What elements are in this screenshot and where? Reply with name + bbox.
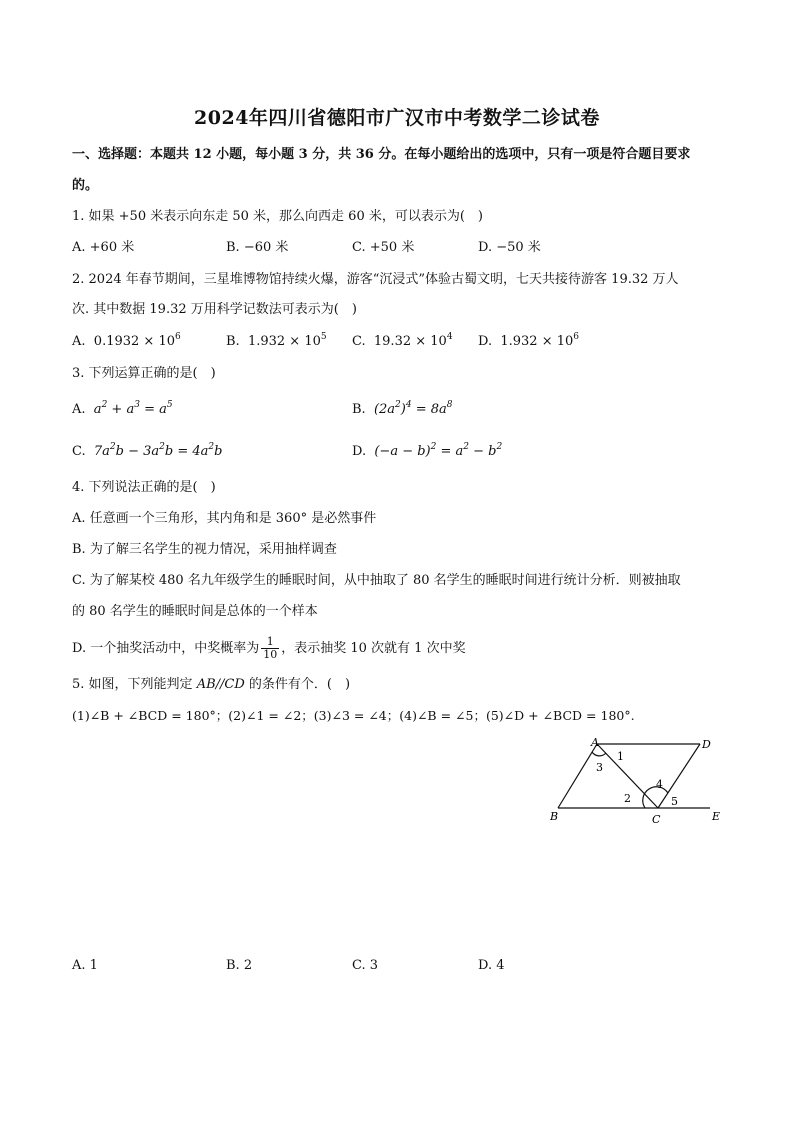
- fraction: [261, 636, 279, 661]
- option-value: 0.1932 × 10: [93, 334, 175, 349]
- option-letter: D.: [352, 444, 367, 459]
- angle-arc-A: [592, 752, 606, 756]
- option-expression: $(-a - b)^2 = a^2 - b^2$: [374, 442, 503, 459]
- fraction-denominator: 10: [263, 648, 278, 661]
- q2-stem: 2. 2024 年春节期间，三星堆博物馆持续火爆，游客“沉浸式”体验古蜀文明，七天共接待游客 19.32 万人: [72, 272, 679, 287]
- q3-stem: 3. 下列运算正确的是( ): [72, 366, 216, 381]
- q3-option-b: [352, 400, 453, 420]
- q4-option-c: C. 为了解某校 480 名九年级学生的睡眠时间，从中抽取了 80 名学生的睡眠时间进行统计分析．则被抽取: [72, 573, 681, 588]
- option-letter: C.: [352, 334, 366, 349]
- exponent: 6: [174, 332, 181, 342]
- stem-math: AB//CD: [196, 677, 245, 692]
- q4-option-a: A. 任意画一个三角形，其内角和是 360° 是必然事件: [72, 511, 377, 526]
- q3-option-c: [72, 442, 222, 462]
- q2-option-c: [352, 332, 453, 352]
- angle-label-4: 4: [656, 778, 663, 791]
- page-title: 2024年四川省德阳市广汉市中考数学二诊试卷: [194, 107, 600, 129]
- option-expression: $a^2 + a^3 = a^5$: [93, 400, 173, 417]
- label-C: C: [652, 813, 661, 826]
- q4-option-b: B. 为了解三名学生的视力情况，采用抽样调查: [72, 542, 337, 557]
- q1-option-d: D. −50 米: [478, 240, 541, 255]
- q5-option-a: A. 1: [72, 958, 98, 973]
- q4-option-d: [72, 636, 466, 661]
- stem-text: 5. 如图，下列能判定: [72, 677, 193, 692]
- exponent: 6: [573, 332, 580, 342]
- q2-option-b: [226, 332, 327, 352]
- option-letter: B.: [352, 402, 366, 417]
- label-B: B: [550, 810, 559, 823]
- fraction-numerator: 1: [261, 636, 279, 649]
- q5-option-b: B. 2: [226, 958, 253, 973]
- option-letter: A.: [72, 402, 86, 417]
- q2-option-d: [478, 332, 579, 352]
- option-expression: $(2a^2)^4 = 8a^8$: [373, 400, 453, 417]
- parallelogram-figure: [540, 730, 730, 830]
- option-value: 1.932 × 10: [247, 334, 321, 349]
- q1-option-c: C. +50 米: [352, 240, 415, 255]
- option-text: D. 一个抽奖活动中，中奖概率为: [72, 641, 260, 656]
- q1-option-a: A. +60 米: [72, 240, 135, 255]
- label-D: D: [702, 738, 711, 751]
- option-text-cont: ，表示抽奖 10 次就有 1 次中奖: [281, 641, 466, 656]
- q3-option-a: [72, 400, 173, 420]
- section-heading-cont: 的。: [72, 178, 99, 193]
- label-A: A: [591, 736, 599, 749]
- option-letter: B.: [226, 334, 240, 349]
- angle-label-3: 3: [596, 761, 603, 774]
- q1-stem: 1. 如果 +50 米表示向东走 50 米，那么向西走 60 米，可以表示为( ): [72, 209, 483, 224]
- option-expression: $7a^2b - 3a^2b = 4a^2b$: [93, 442, 223, 459]
- q5-stem: [72, 675, 350, 695]
- angle-label-1: 1: [617, 750, 624, 763]
- option-value: 19.32 × 10: [373, 334, 447, 349]
- q2-stem-cont: 次. 其中数据 19.32 万用科学记数法可表示为( ): [72, 302, 357, 317]
- angle-label-2: 2: [624, 792, 631, 805]
- option-value: 1.932 × 10: [500, 334, 574, 349]
- option-letter: A.: [72, 334, 86, 349]
- line-AB: [558, 744, 597, 808]
- stem-text-cont: 的条件有个．( ): [248, 677, 351, 692]
- line-CD: [658, 744, 700, 808]
- q4-stem: 4. 下列说法正确的是( ): [72, 480, 216, 495]
- q5-option-c: C. 3: [352, 958, 379, 973]
- section-heading: 一、选择题：本题共 12 小题，每小题 3 分，共 36 分。在每小题给出的选项中，只有一项是符合题目要求: [72, 147, 691, 162]
- q5-option-d: D. 4: [478, 958, 505, 973]
- angle-label-5: 5: [671, 795, 678, 808]
- q4-option-c-cont: 的 80 名学生的睡眠时间是总体的一个样本: [72, 604, 318, 619]
- q2-option-a: [72, 332, 181, 352]
- label-E: E: [712, 810, 721, 823]
- exponent: 5: [320, 332, 327, 342]
- q1-option-b: B. −60 米: [226, 240, 289, 255]
- option-letter: C.: [72, 444, 86, 459]
- q3-option-d: [352, 442, 502, 462]
- q5-conditions: (1)∠B + ∠BCD = 180°；(2)∠1 = ∠2；(3)∠3 = ∠4；(4)∠B = ∠5；(5)∠D + ∠BCD = 180°.: [72, 708, 635, 723]
- option-letter: D.: [478, 334, 493, 349]
- exponent: 4: [446, 332, 453, 342]
